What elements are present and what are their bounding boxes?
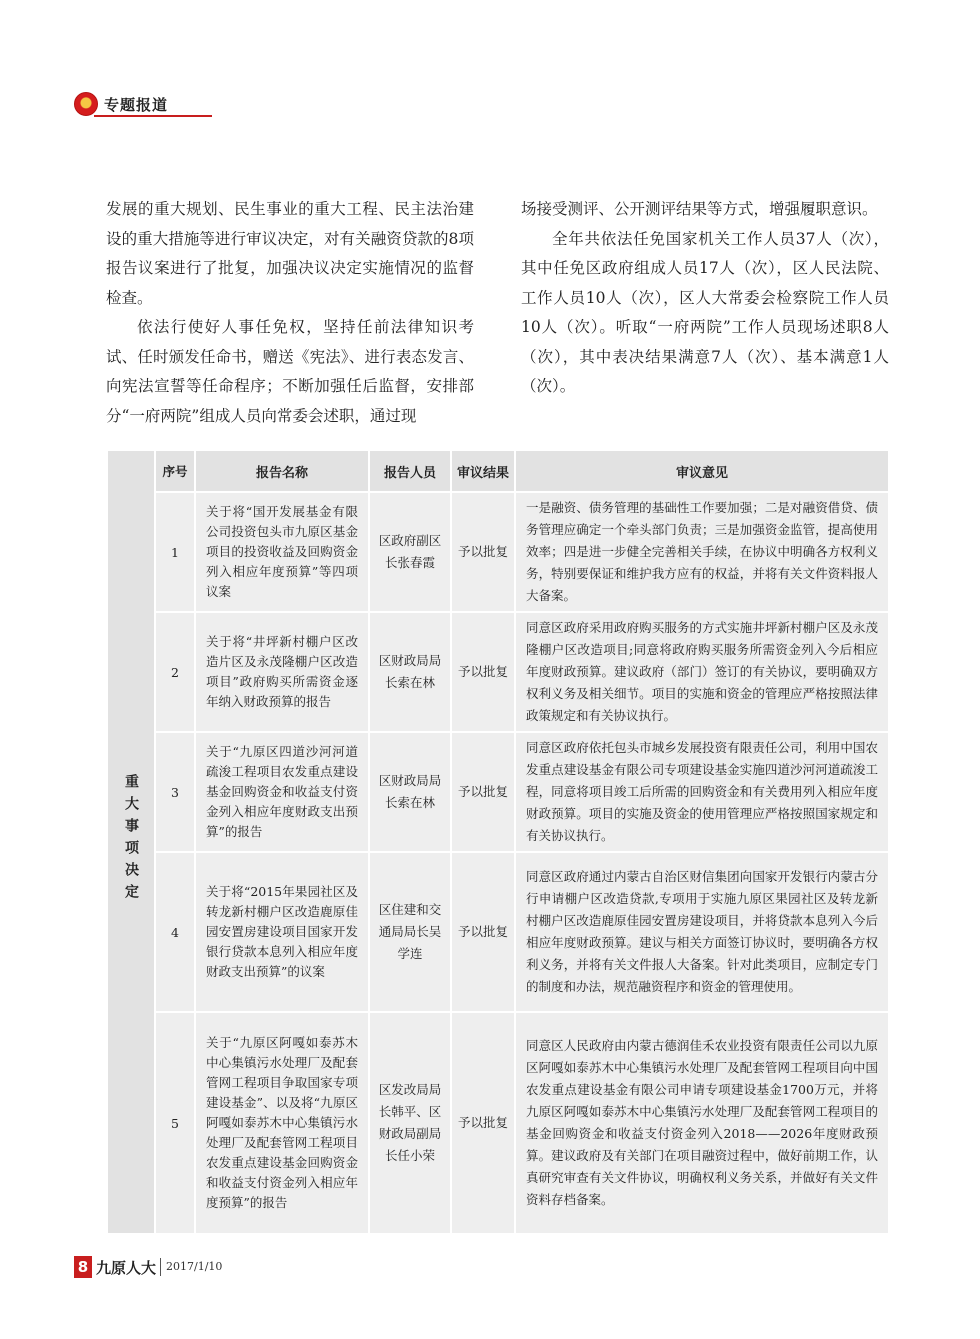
row-opinion: 同意区政府通过内蒙古自治区财信集团向国家开发银行内蒙古分行申请棚户区改造贷款,专项用于实施九原区果园社区及转龙新村棚户区改造鹿原佳园安置房建设项目，并将贷款本息列入今后相应年度财政预算。建议与相关方面签订协议时，要明确各方权利义务，并将有关文件报人大备案。针对此类项目，应制定专门的制度和办法，规范融资程序和资金的管理使用。	[515, 852, 889, 1012]
row-opinion: 同意区政府依托包头市城乡发展投资有限责任公司，利用中国农发重点建设基金有限公司专项建设基金实施四道沙河河道疏浚工程，同意将项目竣工后所需的回购资金和有关费用列入相应年度财政预算。项目的实施及资金的使用管理应严格按照国家规定和有关协议执行。	[515, 732, 889, 852]
paragraph: 全年共依法任免国家机关工作人员37人（次），其中任免区政府组成人员17人（次），区人民法院、工作人员10人（次），区人大常委会检察院工作人员10人（次）。听取“一府两院”工作人员现场述职8人（次），其中表决结果满意7人（次）、基本满意1人（次）。	[521, 229, 889, 395]
row-result: 予以批复	[451, 1012, 515, 1234]
row-num: 2	[155, 612, 195, 732]
row-name: 关于将“2015年果园社区及转龙新村棚户区改造鹿原佳园安置房建设项目国家开发银行贷款本息列入相应年度财政支出预算”的议案	[195, 852, 369, 1012]
paragraph: 发展的重大规划、民生事业的重大工程、民主法治建设的重大措施等进行审议决定，对有关融资贷款的8项报告议案进行了批复，加强决议决定实施情况的监督检查。	[106, 200, 474, 307]
magazine-name: 九原人大	[96, 1259, 157, 1277]
row-opinion: 同意区政府采用政府购买服务的方式实施井坪新村棚户区及永茂隆棚户区改造项目;同意将政府购买服务所需资金列入今后相应年度财政预算。建议政府（部门）签订的有关协议，要明确双方权利义务及相关细节。项目的实施和资金的管理应严格按照法律政策规定和有关协议执行。	[515, 612, 889, 732]
side-label: 重大事项决定	[107, 450, 155, 1234]
row-person: 区财政局局长索在林	[369, 612, 451, 732]
issue-date: 2017/1/10	[166, 1260, 223, 1273]
paragraph: 依法行使好人事任免权，坚持任前法律知识考试、任时颁发任命书，赠送《宪法》、进行表态发言、向宪法宣誓等任命程序；不断加强任后监督，安排部分“一府两院”组成人员向常委会述职，通过现	[106, 318, 474, 425]
row-result: 予以批复	[451, 612, 515, 732]
row-result: 予以批复	[451, 732, 515, 852]
row-num: 4	[155, 852, 195, 1012]
national-emblem-icon	[74, 92, 98, 116]
row-name: 关于“九原区四道沙河河道疏浚工程项目农发重点建设基金回购资金和收益支付资金列入相应年度财政支出预算”的报告	[195, 732, 369, 852]
header-person: 报告人员	[369, 450, 451, 492]
row-person: 区发改局局长韩平、区财政局副局长任小荣	[369, 1012, 451, 1234]
page-number: 8	[74, 1256, 92, 1278]
row-opinion: 一是融资、债务管理的基础性工作要加强；二是对融资借贷、债务管理应确定一个牵头部门负责；三是加强资金监管，提高使用效率；四是进一步健全完善相关手续，在协议中明确各方权利义务，特别要保证和维护我方应有的权益，并将有关文件资料报人大备案。	[515, 492, 889, 612]
right-column	[521, 195, 889, 402]
table-row	[107, 732, 889, 852]
table-row	[107, 612, 889, 732]
table-row	[107, 852, 889, 1012]
section-title: 专题报道	[104, 96, 169, 114]
row-name: 关于“九原区阿嘎如泰苏木中心集镇污水处理厂及配套管网工程项目争取国家专项建设基金”、以及将“九原区阿嘎如泰苏木中心集镇污水处理厂及配套管网工程项目农发重点建设基金回购资金和收益支付资金列入相应年度预算”的报告	[195, 1012, 369, 1234]
row-name: 关于将“井坪新村棚户区改造片区及永茂隆棚户区改造项目”政府购买所需资金逐年纳入财政预算的报告	[195, 612, 369, 732]
header-num: 序号	[155, 450, 195, 492]
paragraph: 场接受测评、公开测评结果等方式，增强履职意识。	[521, 200, 878, 218]
row-num: 5	[155, 1012, 195, 1234]
header-name: 报告名称	[195, 450, 369, 492]
footer-divider	[160, 1258, 161, 1276]
header-result: 审议结果	[451, 450, 515, 492]
row-name: 关于将“国开发展基金有限公司投资包头市九原区基金项目的投资收益及回购资金列入相应年度预算”等四项议案	[195, 492, 369, 612]
row-person: 区财政局局长索在林	[369, 732, 451, 852]
row-person: 区住建和交通局局长吴学连	[369, 852, 451, 1012]
table-header-row	[107, 450, 889, 492]
row-num: 1	[155, 492, 195, 612]
left-column	[106, 195, 474, 431]
decisions-table	[106, 449, 890, 1235]
section-header	[74, 92, 214, 118]
row-result: 予以批复	[451, 492, 515, 612]
row-opinion: 同意区人民政府由内蒙古德润佳禾农业投资有限责任公司以九原区阿嘎如泰苏木中心集镇污水处理厂及配套管网工程项目向中国农发重点建设基金有限公司申请专项建设基金1700万元，并将九原区阿嘎如泰苏木中心集镇污水处理厂及配套管网工程项目的基金回购资金和收益支付资金列入2018——2026年度财政预算。建议政府及有关部门在项目融资过程中，做好前期工作，认真研究审查有关文件协议，明确权利义务关系，并做好有关文件资料存档备案。	[515, 1012, 889, 1234]
header-opinion: 审议意见	[515, 450, 889, 492]
row-person: 区政府副区长张春霞	[369, 492, 451, 612]
table-row	[107, 492, 889, 612]
row-result: 予以批复	[451, 852, 515, 1012]
header-rule	[94, 115, 212, 117]
table-row	[107, 1012, 889, 1234]
row-num: 3	[155, 732, 195, 852]
